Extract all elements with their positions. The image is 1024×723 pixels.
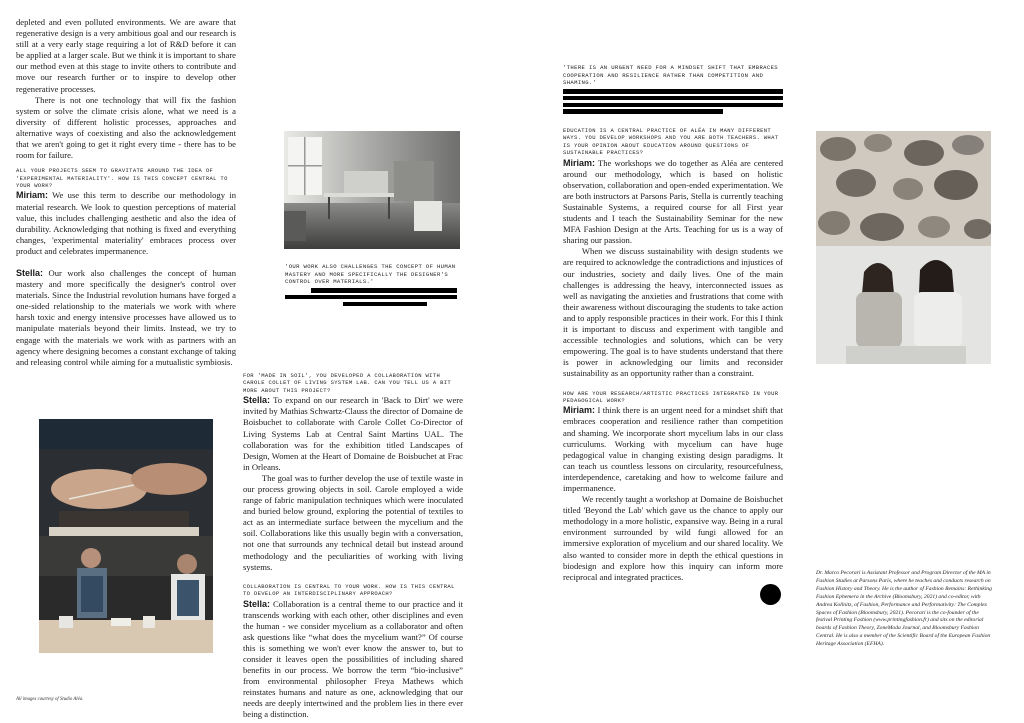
right-answer-1 (563, 158, 783, 247)
right-question-2: HOW ARE YOUR RESEARCH/ARTISTIC PRACTICES INTEGRATED IN YOUR PEDAGOGICAL WORK? (563, 389, 779, 404)
speaker-stella: Stella: (243, 598, 271, 609)
middle-answer-2 (243, 599, 463, 721)
pull-quote-left (285, 263, 461, 306)
portrait-photo (816, 246, 991, 364)
left-column (16, 17, 236, 368)
middle-column (243, 372, 463, 721)
speaker-stella: Stella: (16, 268, 44, 278)
author-bio (816, 570, 994, 649)
middle-paragraph-2: The goal was to further develop the use of textile waste in our process growing objects in soil. Carole employed a wide range of fabric manipulation techniques which were inoculated and buried below ground, exploring the potential of textiles to act as an intermediate surface between the mycelium and the soil. Collaborations like this usually begin with a conversation, not one that surrounds any technical detail but instead around methodology and the peculiarities of working with living systems. (243, 472, 463, 572)
redaction-bar (563, 103, 783, 108)
left-paragraph-1: depleted and even polluted environments. We are aware that regenerative design is a very ambitious goal and our research is still at a very early stage requiring a lot of R&D before it can be applied at a larger scale. But we think it is important to share our method even at this stage to invite others to contribute and move our research further or to inspire to develop other regenerative processes. (16, 17, 236, 94)
right-answer-2-text: I think there is an urgent need for a mindset shift that embraces cooperation and resilience rather than competition and shaming. We incorporate short mycelium labs in our class curriculums. Working with mycelium can have huge pedagogical value in changing existing design paradigms. It can teach us countless lessons on circularity, resourcefulness, interdependence, caretaking and how to welcome failure and impermanence. (563, 405, 783, 493)
left-answer-1 (16, 190, 236, 257)
pull-quote-right (563, 64, 785, 114)
right-answer-2 (563, 405, 783, 494)
pull-quote-right-text: 'THERE IS AN URGENT NEED FOR A MINDSET SHIFT THAT EMBRACES COOPERATION AND RESILIENCE RATHER THAN COMPETITION AND SHAMING.' (563, 64, 778, 87)
left-paragraph-2: There is not one technology that will fix the fashion system or solve the climate crisis alone, what we need is a diversity of different holistic processes, approaches and alternative ways of coexisting and also the acknowledgement that we aren't going to get it right every time - there has to be room for failure. (16, 94, 236, 161)
speaker-miriam: Miriam: (563, 157, 596, 168)
workshop-people-photo (39, 536, 213, 653)
middle-question-2: COLLABORATION IS CENTRAL TO YOUR WORK. HOW IS THIS CENTRAL TO DEVELOP AN INTERDISCIPLINARY APPROACH? (243, 582, 455, 598)
redaction-bar (563, 89, 783, 94)
right-answer-1-text: The workshops we do together as Aléa are centered around our methodology, which is based on holistic observation, collaboration and open-ended experimentation. We are both instructors at Parsons Paris, Stella is currently teaching Sustainable Systems, a required course for all First year students and I teach the Sustainability Seminar for the new MFA Fashion Design at the Arts. Teaching for us is a way of sharing our passion. (563, 157, 783, 246)
image-credit: All images courtesy of Studio Aléa. (16, 697, 84, 702)
middle-answer-1 (243, 395, 463, 473)
middle-answer-1-text: To expand on our research in 'Back to Dirt' we were invited by Mathias Schwartz-Clauss the director of Domaine de Boisbuchet to collaborate with Carole Collet Co-Director of Living Systems Lab at Central Saint Martins UAL. The collaboration was for the exhibition titled Landscapes of Design, Women at the Heart of Domaine de Boisbuchet at Frac in Orleans. (243, 395, 463, 472)
author-bio-text: Dr. Marco Pecorari is Assistant Professor and Program Director of the MA in Fashion Studies at Parsons Paris, where he teaches and conducts research on Fashion History and Theory. He is the author of Fashion Remains: Rethinking Fashion Ephemera in the Archive (Bloomsbury, 2021) and co-editor, with Andrea Kollnitz, of Fashion, Performance and Performativity: The Complex Spaces of Fashion (Bloomsbury, 2021). Pecorari is the co-founder of the festival Printing Fashion (www.printingfashion.fr) and sits on the editorial boards of Fashion Theory, ZoneModa Journal, and Bloomsbury Fashion Central. He is also a member of the Scientific Board of the European Fashion Heritage Association (EFHA). (816, 570, 992, 648)
pull-quote-left-text: 'OUR WORK ALSO CHALLENGES THE CONCEPT OF HUMAN MASTERY AND MORE SPECIFICALLY THE DESIGNER'S CONTROL OVER MATERIALS.' (285, 263, 456, 286)
speaker-miriam: Miriam: (16, 190, 49, 201)
mycelium-texture-photo (816, 131, 991, 246)
redaction-bar (285, 295, 457, 300)
right-column (563, 127, 783, 583)
redaction-bar (563, 96, 783, 101)
redaction-bar (563, 109, 723, 114)
studio-interior-photo (284, 131, 460, 249)
hands-working-photo (39, 419, 213, 536)
left-answer-1-text: We use this term to describe our methodology in material research. We look to question perceptions of material value, this includes challenging aesthetic and also the idea of durability. Acknowledging that nothing is fixed and everything changes, 'experimental materiality' embraces process over product and celebrates impermanence. (16, 190, 236, 256)
middle-answer-2-text: Collaboration is a central theme to our practice and it transcends working with each other, other disciplines and even the human - we consider mycelium as a collaborator and often ask questions like “what does the mycelium want?” Of course this is something we won't ever know the answer to, but to consider it leaves open the possibilities of including shared benefits in our process. We borrow the term “bio-inclusive” from environmental philosopher Freya Mathews which reinstates humans and nature as one, acknowledging that our needs are deeply intertwined and the problem lies in there ever being a distinction. (243, 598, 463, 720)
redaction-bar (311, 288, 457, 293)
speaker-stella: Stella: (243, 395, 271, 406)
middle-question-1: FOR 'MADE IN SOIL', YOU DEVELOPED A COLLABORATION WITH CAROLE COLLET OF LIVING SYSTEM LAB. CAN YOU TELL US A BIT MORE ABOUT THIS PROJECT? (243, 372, 452, 394)
left-answer-2 (16, 268, 236, 368)
right-paragraph-2: When we discuss sustainability with design students we are required to acknowledge the contradictions and injustices of our industries, society and daily lives. One of the main challenges is addressing the heavy, interconnected issues as well as navigating the anxieties and frustrations that come with their awareness without discouraging the students to take action and to apply responsible practices in their work. For this I think it is important to discuss and experiment with tangible and accessible technologies and solutions, which can be very empowering. The goal is to have students understand that there is power in acknowledging our limits and reconsider sustainability as an opportunity rather than a constraint. (563, 246, 783, 379)
decorative-dot (760, 584, 781, 605)
right-question-1: EDUCATION IS A CENTRAL PRACTICE OF ALÉA IN MANY DIFFERENT WAYS. YOU DEVELOP WORKSHOPS AND YOU ARE BOTH TEACHERS. WHAT IS YOUR OPINION ABOUT EDUCATION AROUND QUESTIONS OF SUSTAINABLE PRACTICES? (563, 127, 779, 157)
redaction-bar (343, 302, 427, 307)
speaker-miriam: Miriam: (563, 405, 596, 416)
left-question-1: ALL YOUR PROJECTS SEEM TO GRAVITATE AROUND THE IDEA OF 'EXPERIMENTAL MATERIALITY'. HOW IS THIS CONCEPT CENTRAL TO YOUR WORK? (16, 167, 228, 190)
left-answer-2-text: Our work also challenges the concept of human mastery and more specifically the designer's control over materials. Since the Industrial revolution humans have forged a one-sided relationship to the materials we work with where harsh toxic and energy intensive processes have allowed us to manipulate materials beyond their limits. Instead, we try to engage with the materials we work with as partners with an agency where designing becomes a constant exchange of taking and releasing control while aiming for a mutualistic symbiosis. (16, 268, 236, 367)
right-paragraph-3: We recently taught a workshop at Domaine de Boisbuchet titled 'Beyond the Lab' which gave us the chance to apply our methodology in a more holistic, expansive way. Being in a rural environment surrounded by wild fungi allowed for an immersive exploration of mycelium and our shared locality. We also wanted to consider more in depth the ethical questions in biodesign and explore how this inquiry can inform more reciprocal and integrated practices. (563, 494, 783, 582)
